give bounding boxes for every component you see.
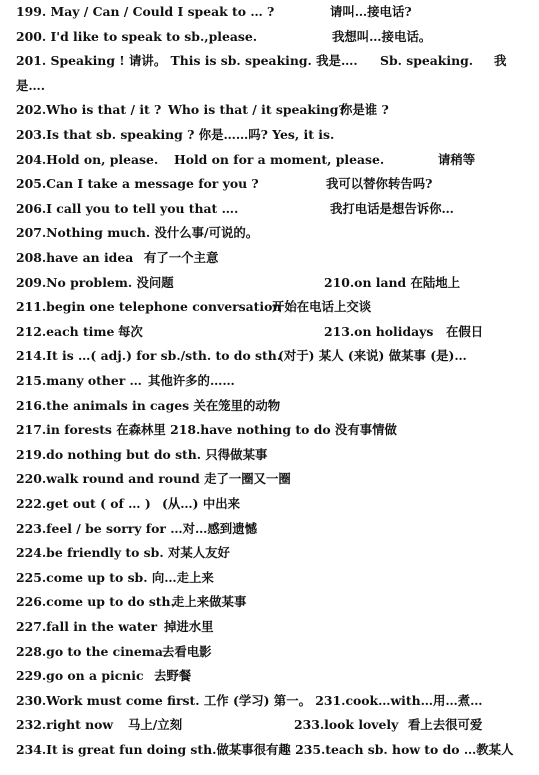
line-text: 223.feel / be sorry for …对…感到遗憾 (16, 520, 257, 536)
text-line (16, 566, 523, 590)
line-text: Hold on for a moment, please. (174, 151, 385, 167)
text-line (16, 246, 523, 270)
text-line (16, 443, 523, 467)
line-text: 233.look lovely (294, 717, 399, 733)
line-text: 222.get out ( of … ) (16, 496, 151, 511)
text-line (16, 640, 523, 664)
text-line (16, 590, 523, 614)
line-text: 去看电影 (162, 643, 212, 659)
line-text: 229.go on a picnic (16, 668, 144, 684)
line-text: 我想叫…接电话。 (332, 28, 432, 44)
line-text: 210.on land 在陆地上 (324, 274, 461, 290)
text-line (16, 689, 523, 713)
line-text: 其他许多的…… (148, 373, 235, 388)
line-text: 你是谁 ? (340, 102, 389, 118)
line-text: (对于) 某人 (来说) 做某事 (是)… (278, 348, 467, 364)
line-text: 226.come up to do sth. (16, 594, 175, 610)
line-text: 203.Is that sb. speaking ? 你是……吗? Yes, it is. (16, 127, 335, 142)
line-text: 230.Work must come first. 工作 (学习) 第一。 231.cook…with…用…煮… (16, 692, 483, 708)
text-line (16, 295, 523, 319)
line-text: 204.Hold on, please. (16, 151, 159, 167)
text-line (16, 615, 523, 639)
line-text: 我 (494, 53, 507, 69)
text-line (16, 172, 523, 196)
line-text: 205.Can I take a message for you ? (16, 176, 259, 192)
line-text: Who is that / it speaking? (168, 102, 346, 118)
line-text: 202.Who is that / it ? (16, 102, 162, 118)
text-line (16, 74, 523, 98)
text-line (16, 148, 523, 172)
line-text: 看上去很可爱 (408, 717, 483, 733)
text-line (16, 467, 523, 491)
line-text: 每次 (118, 323, 143, 339)
line-text: (从…) 中出来 (162, 496, 240, 511)
line-text: 212.each time (16, 323, 115, 339)
line-text: Sb. speaking. (380, 53, 474, 69)
line-text: 213.on holidays (324, 323, 434, 339)
line-text: 200. I'd like to speak to sb.,please. (16, 28, 258, 44)
text-line (16, 492, 523, 516)
line-text: 227.fall in the water (16, 619, 158, 634)
line-text: 215.many other … (16, 373, 142, 388)
text-line (16, 49, 523, 73)
line-text: 219.do nothing but do sth. 只得做某事 (16, 446, 268, 462)
line-text: 208.have an idea (16, 250, 134, 265)
text-line (16, 123, 523, 147)
line-text: 我打电话是想告诉你… (330, 200, 454, 216)
line-text: 220.walk round and round 走了一圈又一圈 (16, 471, 291, 487)
line-text: 请稍等 (438, 151, 476, 167)
line-text: 214.It is …( adj.) for sb./sth. to do sth. (16, 348, 282, 364)
line-text: 217.in forests 在森林里 218.have nothing to do 没有事情做 (16, 422, 397, 438)
line-text: 209.No problem. 没问题 (16, 274, 174, 290)
text-line (16, 320, 523, 344)
text-line (16, 664, 523, 688)
text-line (16, 25, 523, 49)
text-line (16, 369, 523, 393)
line-text: 掉进水里 (164, 619, 214, 634)
line-text: 232.right now (16, 717, 114, 733)
line-text: 去野餐 (154, 668, 192, 684)
line-text: 走上来做某事 (172, 594, 247, 610)
line-text: 211.begin one telephone conversation (16, 299, 282, 315)
line-text: 216.the animals in cages 关在笼里的动物 (16, 397, 281, 413)
text-line (16, 197, 523, 221)
line-text: 开始在电话上交谈 (272, 299, 372, 315)
line-text: 225.come up to sb. 向…走上来 (16, 569, 214, 585)
line-text: 是…. (16, 77, 46, 93)
line-text: 207.Nothing much. 没什么事/可说的。 (16, 225, 259, 241)
text-line (16, 418, 523, 442)
line-text: 有了一个主意 (144, 250, 219, 265)
text-line (16, 0, 523, 24)
line-text: 224.be friendly to sb. 对某人友好 (16, 545, 230, 561)
line-text: 请叫…接电话? (330, 4, 412, 19)
text-line (16, 738, 523, 762)
line-text: 199. May / Can / Could I speak to … ? (16, 4, 275, 19)
line-text: 201. Speaking ! 请讲。 This is sb. speaking. 我是…. (16, 53, 358, 69)
text-line (16, 98, 523, 122)
text-line (16, 517, 523, 541)
text-line (16, 221, 523, 245)
text-line (16, 271, 523, 295)
line-text: 我可以替你转告吗? (326, 176, 433, 192)
text-line (16, 713, 523, 737)
text-line (16, 541, 523, 565)
line-text: 在假日 (446, 323, 484, 339)
text-line (16, 394, 523, 418)
line-text: 马上/立刻 (128, 717, 183, 733)
line-text: 206.I call you to tell you that …. (16, 200, 239, 216)
line-text: 228.go to the cinema (16, 643, 163, 659)
text-line (16, 344, 523, 368)
line-text: 234.It is great fun doing sth.做某事很有趣 235.teach sb. how to do …教某人 (16, 742, 514, 757)
